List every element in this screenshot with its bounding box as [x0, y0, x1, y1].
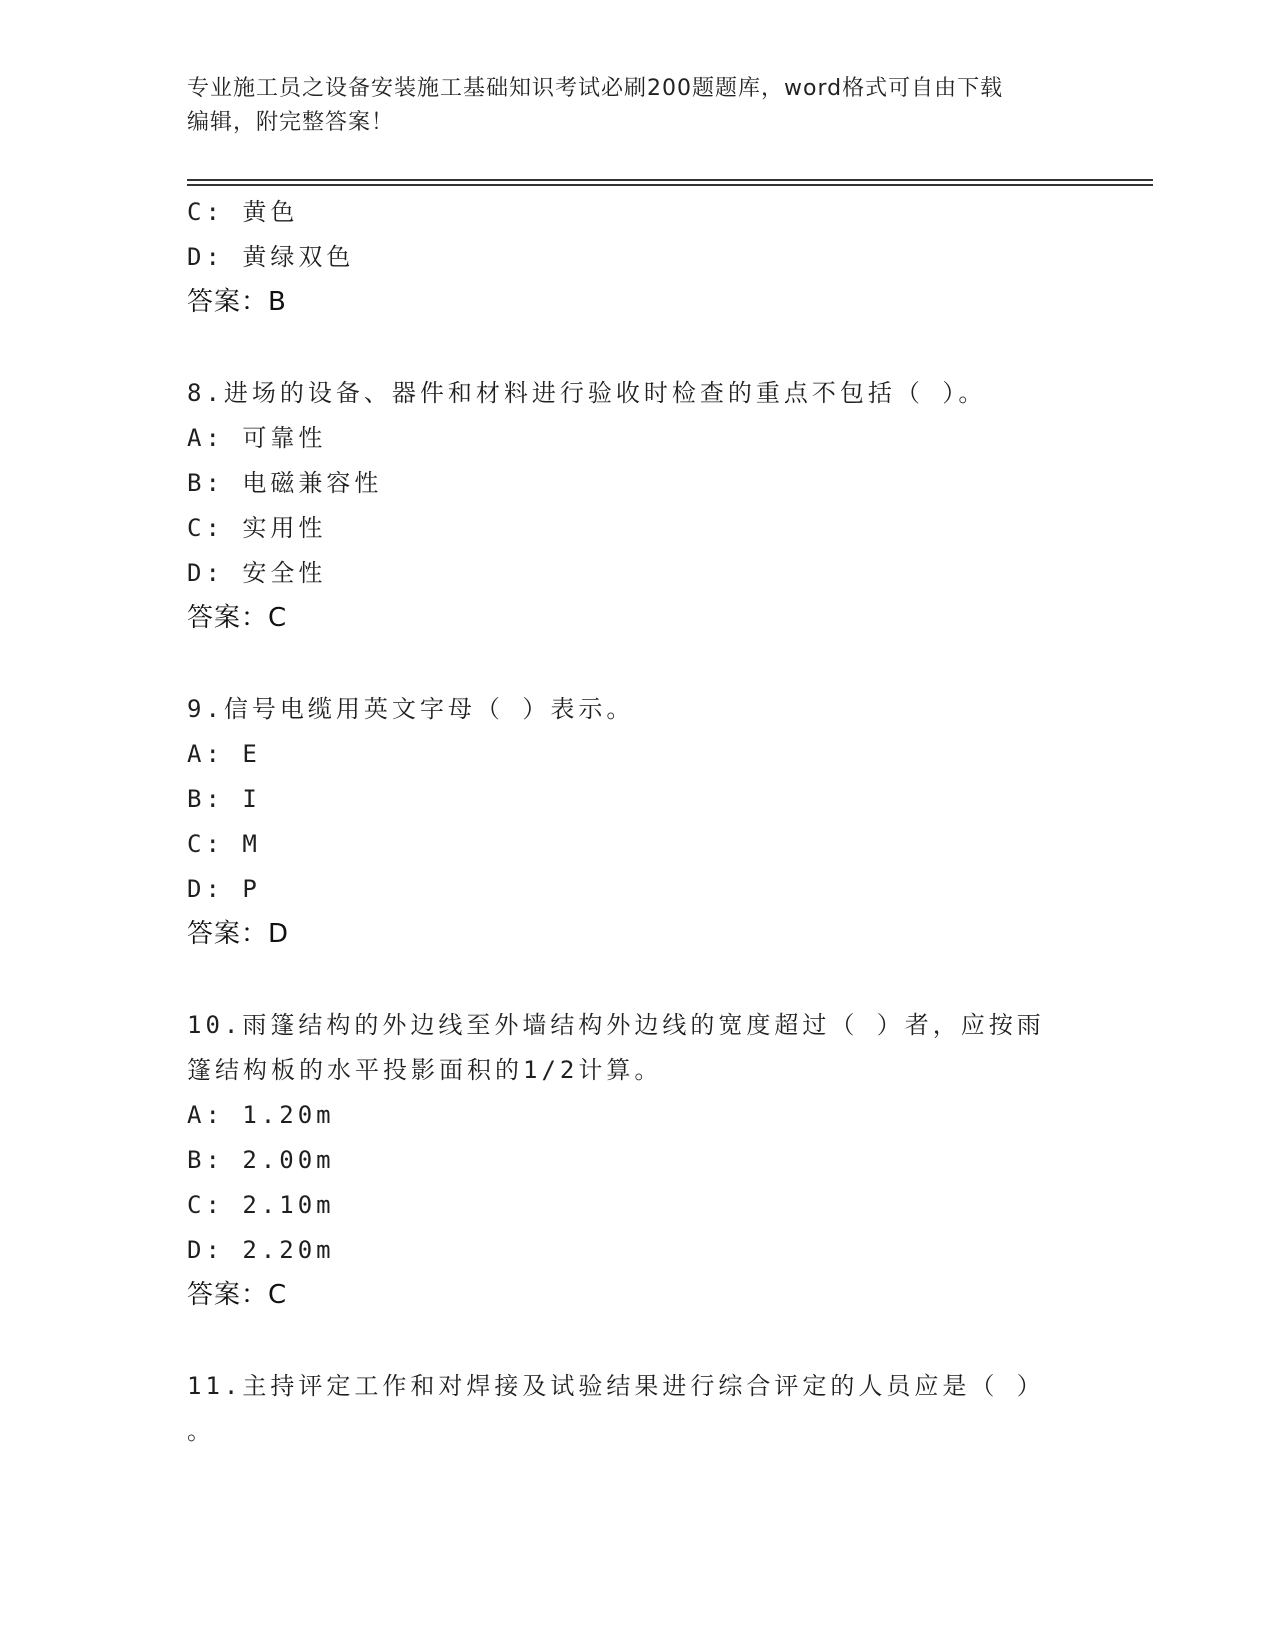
answer-line: 答案：B	[187, 287, 287, 317]
option-b: B: 电磁兼容性	[187, 469, 383, 497]
question-text: 9.信号电缆用英文字母（ ）表示。	[187, 695, 635, 723]
header-title-line-2: 编辑，附完整答案！	[187, 110, 395, 135]
option-d: D: 2.20m	[187, 1236, 335, 1264]
question-text-line-2: 。	[187, 1417, 215, 1445]
option-d: D: 黄绿双色	[187, 243, 355, 271]
question-text-line-1: 11.主持评定工作和对焊接及试验结果进行综合评定的人员应是（ ）	[187, 1372, 1045, 1400]
question-text: 8.进场的设备、器件和材料进行验收时检查的重点不包括（ ）。	[187, 379, 987, 407]
header-divider-bottom	[187, 184, 1153, 186]
option-d: D: P	[187, 875, 261, 903]
option-c: C: 实用性	[187, 514, 327, 542]
option-d: D: 安全性	[187, 559, 327, 587]
answer-line: 答案：C	[187, 1280, 288, 1310]
document-header	[187, 72, 1087, 140]
question-8	[187, 371, 1087, 641]
question-9	[187, 687, 1087, 957]
option-a: A: 1.20m	[187, 1101, 335, 1129]
option-a: A: 可靠性	[187, 424, 327, 452]
question-text-line-2: 篷结构板的水平投影面积的1/2计算。	[187, 1056, 663, 1084]
option-c: C: M	[187, 830, 261, 858]
spacer	[187, 325, 1087, 371]
question-10	[187, 1003, 1087, 1318]
spacer	[187, 1318, 1087, 1364]
option-c: C: 2.10m	[187, 1191, 335, 1219]
question-11	[187, 1364, 1087, 1454]
header-title-line-1: 专业施工员之设备安装施工基础知识考试必刷200题题库，word格式可自由下载	[187, 76, 1004, 101]
option-a: A: E	[187, 740, 261, 768]
question-list	[187, 190, 1087, 1454]
question-7-tail	[187, 190, 1087, 325]
header-divider-top	[187, 179, 1153, 181]
option-b: B: I	[187, 785, 261, 813]
answer-line: 答案：D	[187, 919, 290, 949]
spacer	[187, 957, 1087, 1003]
answer-line: 答案：C	[187, 603, 288, 633]
option-c: C: 黄色	[187, 198, 299, 226]
option-b: B: 2.00m	[187, 1146, 335, 1174]
spacer	[187, 641, 1087, 687]
question-text-line-1: 10.雨篷结构的外边线至外墙结构外边线的宽度超过（ ）者，应按雨	[187, 1011, 1045, 1039]
